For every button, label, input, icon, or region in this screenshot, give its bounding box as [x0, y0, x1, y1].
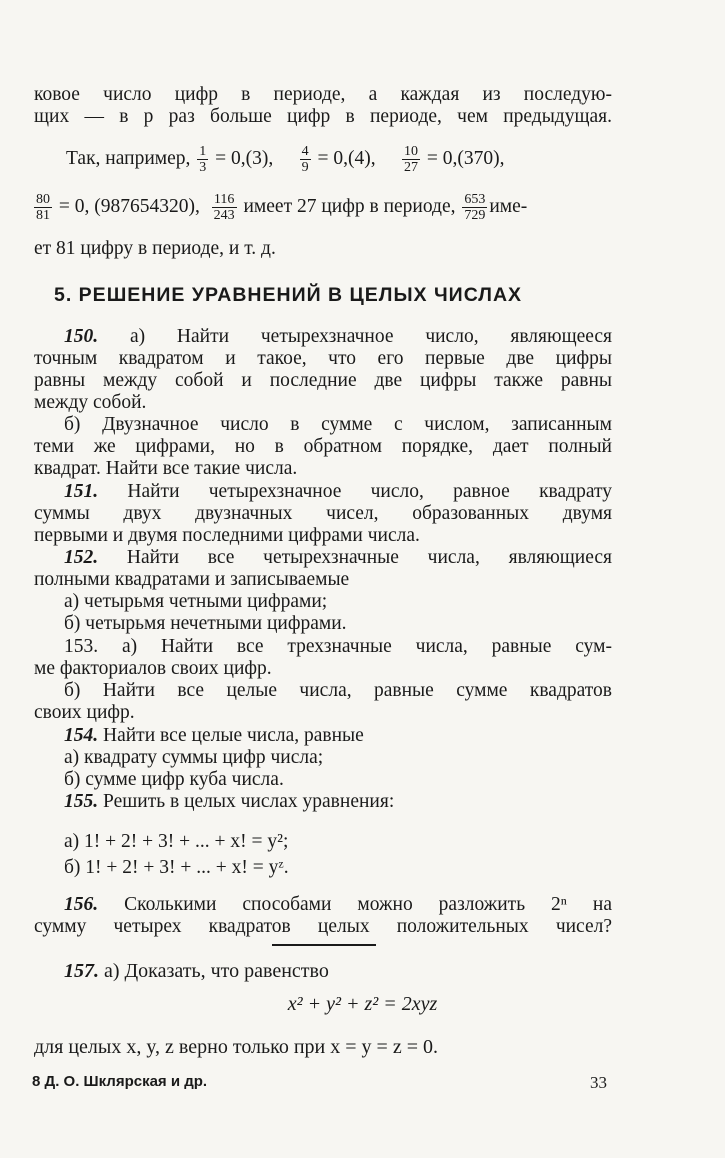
footer-signature: 8 Д. О. Шклярская и др.	[32, 1073, 208, 1090]
text-line: б) сумме цифр куба числа.	[64, 769, 284, 790]
problem-number: 154.	[64, 725, 99, 746]
text-line: квадрат. Найти все такие числа.	[34, 458, 298, 479]
problem-number: 156.	[64, 894, 99, 915]
fraction	[300, 144, 311, 175]
text-line: суммы двух двузначных чисел, образованных двумя	[34, 503, 612, 524]
text: Решить в целых числах уравнения:	[103, 791, 395, 812]
denominator: 3	[199, 160, 207, 175]
denominator: 81	[36, 208, 50, 223]
text-line: между собой.	[34, 392, 147, 413]
text-line: б) четырьмя нечетными цифрами.	[64, 613, 347, 634]
numerator: 116	[212, 192, 237, 208]
text: Найти четырехзначное число, равное квадрату	[127, 481, 612, 502]
text: име-	[489, 195, 528, 217]
text-line: сумму четырех квадратов целых положительных чисел?	[34, 916, 612, 937]
fraction	[402, 144, 420, 175]
text: = 0,(3),	[215, 147, 274, 169]
text: Сколькими способами можно разложить 2ⁿ на	[124, 894, 613, 915]
text-line: теми же цифрами, но в обратном порядке, дает полный	[34, 436, 612, 457]
problem-number: 153.	[64, 636, 99, 657]
text-line: б) Найти все целые числа, равные сумме квадратов	[64, 680, 612, 701]
text: имеет 27 цифр в периоде,	[243, 195, 456, 217]
text: а) Найти все трехзначные числа, равные сум-	[121, 636, 612, 657]
text-line: первыми и двумя последними цифрами числа.	[34, 525, 420, 546]
problem-154	[64, 725, 612, 747]
problem-151	[64, 481, 612, 503]
problem-number: 157.	[64, 960, 99, 982]
fraction	[34, 192, 52, 223]
fraction-examples-line	[66, 144, 612, 175]
numerator: 80	[36, 192, 50, 207]
equation-a: а) 1! + 2! + 3! + ... + x! = y²;	[64, 831, 289, 852]
denominator: 243	[213, 208, 235, 223]
numerator: 4	[301, 144, 309, 159]
numerator: 10	[404, 144, 419, 159]
text-line: б) Двузначное число в сумме с числом, записанным	[64, 414, 612, 435]
problem-number: 150.	[64, 326, 99, 347]
text-line: ковое число цифр в периоде, а каждая из последую-	[34, 84, 612, 105]
text: Найти все четырехзначные числа, являющиеся	[126, 547, 612, 568]
section-divider	[272, 944, 376, 946]
numerator: 653	[464, 192, 486, 207]
problem-155	[64, 791, 612, 813]
text-line: своих цифр.	[34, 702, 135, 723]
fraction-examples-line	[32, 192, 612, 223]
problem-number: 155.	[64, 791, 99, 812]
text-line: точным квадратом и такое, что его первые две цифры	[34, 348, 612, 369]
fraction	[197, 144, 208, 175]
text: а) Доказать, что равенство	[104, 960, 329, 982]
text-line: ет 81 цифру в периоде, и т. д.	[34, 238, 276, 259]
problem-157	[64, 960, 612, 982]
text: а) Найти четырехзначное число, являющееся	[129, 326, 613, 347]
fraction	[462, 192, 487, 223]
equation-b: б) 1! + 2! + 3! + ... + x! = yᶻ.	[64, 857, 289, 878]
text-line: полными квадратами и записываемые	[34, 569, 350, 590]
text-line: а) четырьмя четными цифрами;	[64, 591, 328, 612]
text-line: равны между собой и последние две цифры также равны	[34, 370, 612, 391]
problem-number: 151.	[64, 481, 99, 502]
text: = 0,(4),	[317, 147, 376, 169]
fraction	[212, 192, 237, 223]
problem-156	[64, 894, 612, 916]
problem-150	[64, 326, 612, 348]
text-line: щих — в p раз больше цифр в периоде, чем предыдущая.	[34, 106, 612, 127]
section-heading: 5. РЕШЕНИЕ УРАВНЕНИЙ В ЦЕЛЫХ ЧИСЛАХ	[54, 284, 523, 306]
problem-152	[64, 547, 612, 569]
text: Найти все целые числа, равные	[103, 725, 364, 746]
denominator: 729	[464, 208, 486, 223]
numerator: 1	[199, 144, 207, 159]
text: = 0,(370),	[426, 147, 505, 169]
text: = 0, (987654320),	[58, 195, 200, 217]
equation: x² + y² + z² = 2xyz	[287, 993, 438, 1015]
text-line: ме факториалов своих цифр.	[34, 658, 272, 679]
text-line: для целых x, y, z верно только при x = y = z = 0.	[34, 1036, 438, 1058]
text: Так, например,	[66, 147, 191, 169]
denominator: 27	[404, 160, 419, 175]
problem-153	[64, 636, 612, 658]
text-line: а) квадрату суммы цифр числа;	[64, 747, 324, 768]
problem-number: 152.	[64, 547, 99, 568]
denominator: 9	[301, 160, 309, 175]
page-number: 33	[590, 1073, 607, 1092]
